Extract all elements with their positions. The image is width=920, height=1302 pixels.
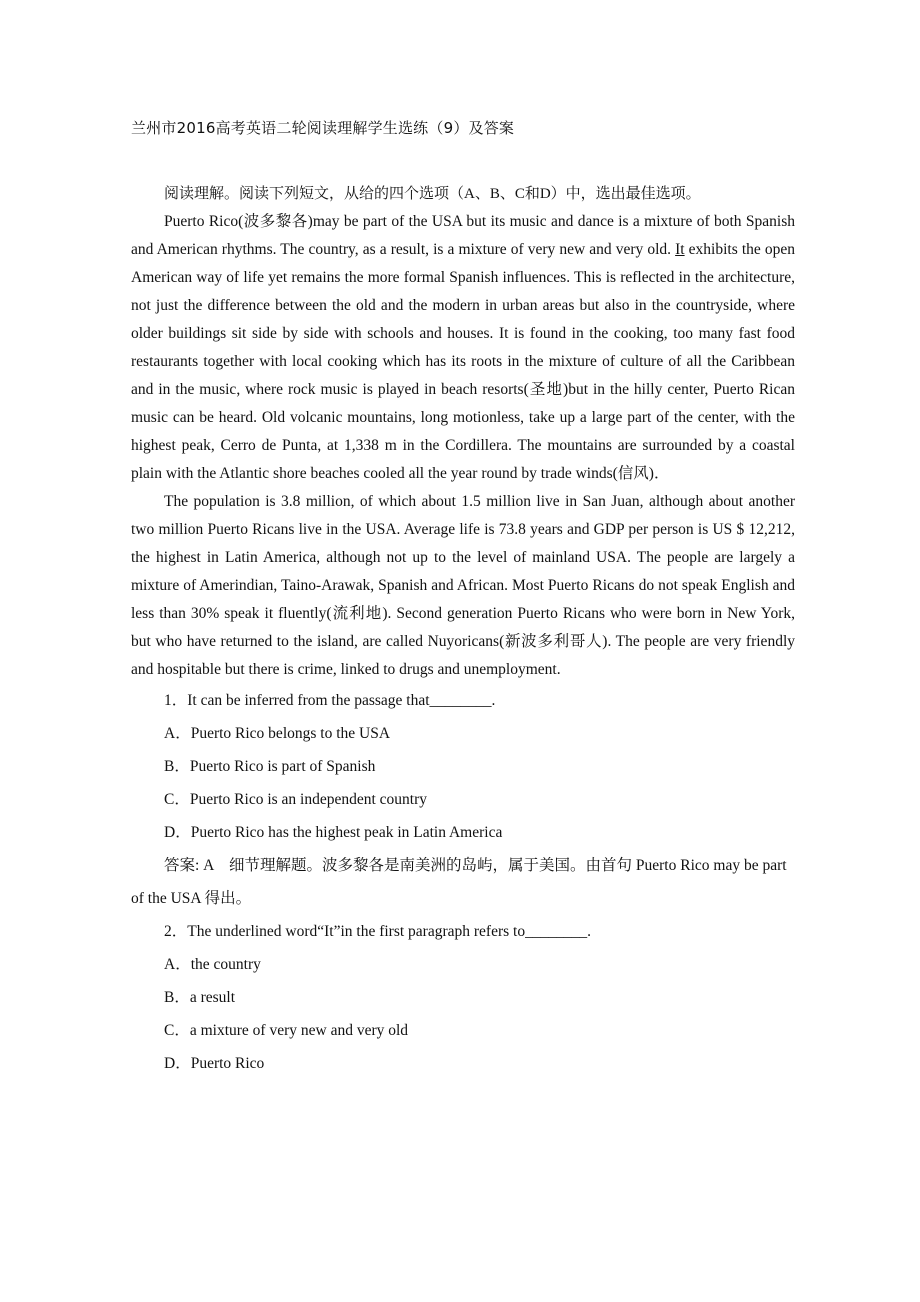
document-title: 兰州市2016高考英语二轮阅读理解学生选练（9）及答案 — [131, 119, 515, 137]
question-2-option-b: B．a result — [164, 989, 236, 1006]
question-1-stem: 1．It can be inferred from the passage that________. — [164, 692, 496, 709]
passage-text: Puerto Rico(波多黎各)may be part of the USA but its music and dance is a mixture of both Spanish and American rhythms. The country, as a result, is a mixture of very new and very old. — [131, 213, 795, 258]
passage-paragraph-2: The population is 3.8 million, of which about 1.5 million live in San Juan, although about another two million Puerto Ricans live in the USA. Average life is 73.8 years and GDP per person is US $ 12,212, the highest in Latin America, although not up to the level of mainland USA. The people are largely a mixture of Amerindian, Taino-Arawak, Spanish and African. Most Puerto Ricans do not speak English and less than 30% speak it fluently(流利地). Second generation Puerto Ricans who were born in New York, but who have returned to the island, are called Nuyoricans(新波多利哥人). The people are very friendly and hospitable but there is crime, linked to drugs and unemployment. — [131, 493, 795, 678]
underlined-word-it: It — [675, 241, 685, 258]
passage-paragraph-1 — [131, 208, 795, 488]
question-2-option-d: D．Puerto Rico — [164, 1055, 265, 1072]
question-2-option-c: C．a mixture of very new and very old — [164, 1022, 409, 1039]
reading-instruction: 阅读理解。阅读下列短文，从给的四个选项（A、B、C和D）中，选出最佳选项。 — [164, 186, 701, 202]
question-1-option-d: D．Puerto Rico has the highest peak in Latin America — [164, 824, 503, 841]
question-2-option-a: A．the country — [164, 956, 261, 973]
question-1-answer: 答案: A 细节理解题。波多黎各是南美洲的岛屿，属于美国。由首句 Puerto Rico may be part of the USA 得出。 — [131, 857, 787, 907]
question-2-stem: 2．The underlined word“It”in the first paragraph refers to________. — [164, 923, 591, 940]
passage-text: exhibits the open American way of life yet remains the more formal Spanish influences. This is reflected in the architecture, not just the difference between the old and the modern in urban areas but also in the countryside, where older buildings sit side by side with schools and houses. It is found in the cooking, too many fast food restaurants together with local cooking which has its roots in the mixture of culture of all the Caribbean and in the music, where rock music is played in beach resorts(圣地)but in the hilly center, Puerto Rican music can be heard. Old volcanic mountains, long motionless, take up a large part of the center, with the highest peak, Cerro de Punta, at 1,338 m in the Cordillera. The mountains are surrounded by a coastal plain with the Atlantic shore beaches cooled all the year round by trade winds(信风)． — [131, 241, 795, 482]
question-1-option-b: B．Puerto Rico is part of Spanish — [164, 758, 376, 775]
question-1-option-a: A．Puerto Rico belongs to the USA — [164, 725, 391, 742]
document-body — [131, 180, 795, 1080]
question-1-option-c: C．Puerto Rico is an independent country — [164, 791, 428, 808]
